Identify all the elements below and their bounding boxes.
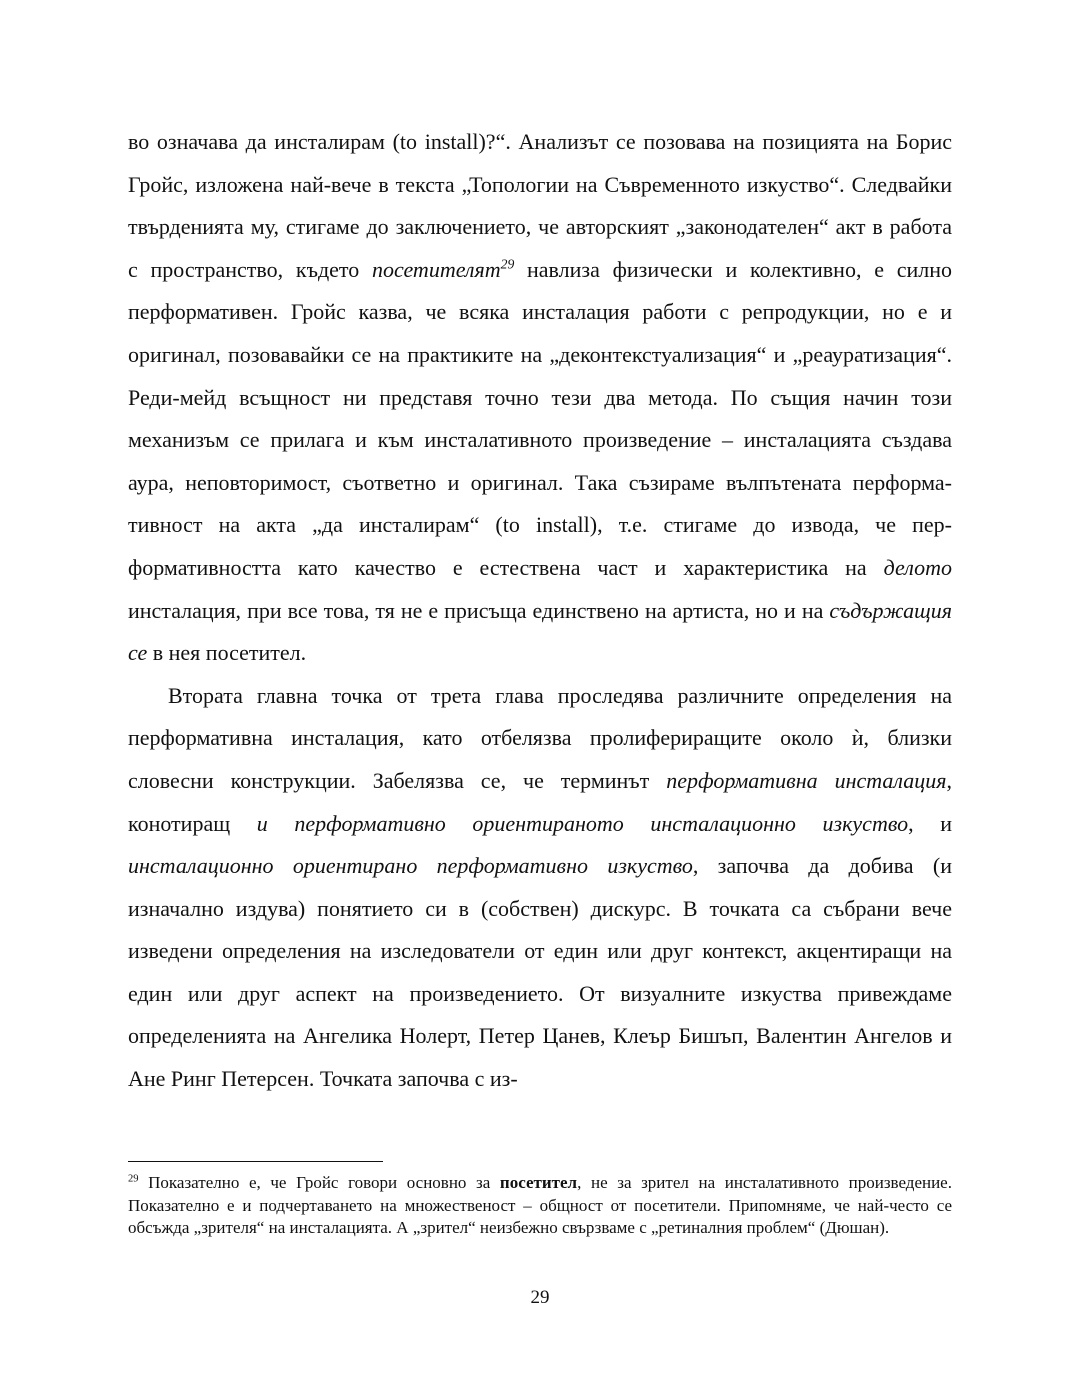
footnotes bbox=[128, 1172, 952, 1240]
page-number: 29 bbox=[530, 1287, 550, 1308]
footnote-reference[interactable]: 29 bbox=[500, 256, 515, 272]
italic-term: посетителят bbox=[371, 256, 501, 282]
italic-term: перформативна инсталация bbox=[666, 767, 947, 793]
footnote-29 bbox=[128, 1172, 952, 1240]
text-run: , и bbox=[908, 810, 952, 836]
footnote-separator bbox=[128, 1161, 383, 1162]
text-run: , конотиращ bbox=[128, 767, 953, 836]
italic-term: съдържащия се bbox=[128, 597, 952, 666]
text-run: Втората главна точка от трета глава проследява различните определения на перформативна инсталация, като отбелязва пролифериращите около ѝ, близки словесни конструкции. Забелязва се, че терминът bbox=[128, 682, 952, 793]
bold-term: посетител bbox=[499, 1173, 578, 1192]
text-run: , не за зрител на инсталативното произведение. Показателно е и подчертаването на множественост – общност от посетители. Припомняме, че най-често се обсъжда „зрителя“ на инсталацията. А „зрител“ неизбежно свързваме с „ретиналния проблем“ (Дюшан). bbox=[128, 1173, 952, 1237]
text-run: в нея посетител. bbox=[147, 640, 307, 666]
body-text bbox=[128, 121, 952, 1101]
italic-term: и перформативно ориентираното инсталационно изкуство bbox=[256, 810, 909, 836]
italic-term: инсталационно ориентирано перформативно изкуство bbox=[128, 853, 693, 879]
text-run: навлиза физически и колективно, е силно перформативен. Гройс казва, че всяка инсталация работи с репродукции, но е и оригинал, позовавайки се на практиките на „деконтекстуализация“ и „реауратизация“. Реди-мейд всъщност ни представя точно тези два метода. По същия начин този механизъм се прилага и към инсталативното произведение – инсталацията създава аура, неповторимост, съответно и оригинал. Така съзираме вълпътената перформативност на акта „да инсталирам“ (to install), т.е. стигаме до извода, че перформативността като качество е естествена част и характеристика на bbox=[128, 256, 952, 580]
text-run: Показателно е, че Гройс говори основно за bbox=[138, 1173, 500, 1192]
text-run: , започва да добива (и изначално издува) понятието си в (собствен) дискурс. В точката са събрани вече изведени определения на изследователи от един или друг контекст, акцентиращи на един или друг аспект на произведението. От визуалните изкуства привеждаме определенията на Ангелика Нолерт, Петер Цанев, Клеър Бишъп, Валентин Ангелов и Ане Ринг Петерсен. Точката започва с из- bbox=[128, 853, 952, 1092]
paragraph-2 bbox=[128, 675, 952, 1101]
footnote-number: 29 bbox=[128, 1173, 139, 1185]
italic-term: делото bbox=[883, 554, 952, 580]
text-run: инсталация, при все това, тя не е присъща единствено на артиста, но и на bbox=[128, 597, 830, 623]
text-run: во означава да инсталирам (to install)?“. Анализът се позовава на позицията на Борис Гройс, изложена най-вече в текста „Топологии на Съвременното изкуство“. Следвайки твърденията му, стигаме до заключението, че авторският „законодателен“ акт в работа с пространство, където bbox=[128, 129, 952, 282]
paragraph-1 bbox=[128, 121, 952, 675]
